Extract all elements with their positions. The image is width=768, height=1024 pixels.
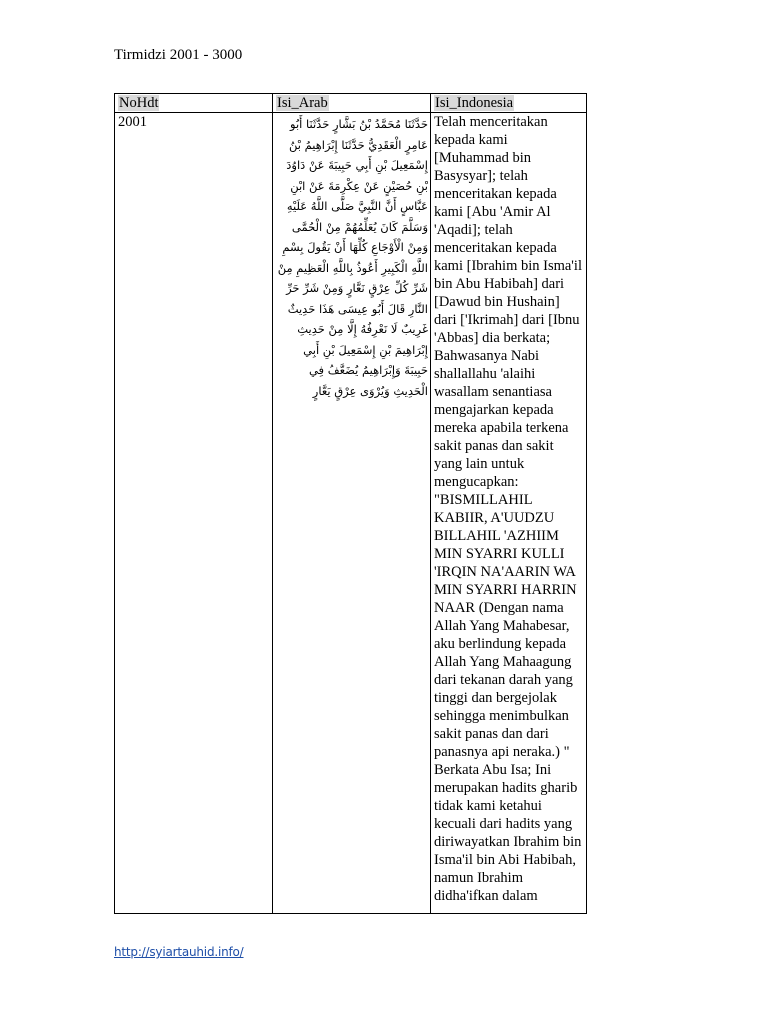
header-nohdt bbox=[115, 94, 273, 113]
arabic-text: حَدَّثَنَا مُحَمَّدُ بْنُ بَشَّارٍ حَدَّثَنَا أَبُو عَامِرٍ الْعَقَدِيُّ حَدَّثَنَا إِبْرَاهِيمُ بْنُ إِسْمَعِيلَ بْنِ أَبِي حَبِيبَةَ عَنْ دَاوُدَ بْنِ حُصَيْنٍ عَنْ عِكْرِمَةَ عَنْ ابْنِ عَبَّاسٍ أَنَّ النَّبِيَّ صَلَّى اللَّهُ عَلَيْهِ وَسَلَّمَ كَانَ يُعَلِّمُهُمْ مِنْ الْحُمَّى وَمِنْ الْأَوْجَاعِ كُلِّهَا أَنْ يَقُولَ بِسْمِ اللَّهِ الْكَبِيرِ أَعُوذُ بِاللَّهِ الْعَظِيمِ مِنْ شَرِّ كُلِّ عِرْقٍ نَعَّارٍ وَمِنْ شَرِّ حَرِّ النَّارِ قَالَ أَبُو عِيسَى هَذَا حَدِيثٌ غَرِيبٌ لَا نَعْرِفُهُ إِلَّا مِنْ حَدِيثِ إِبْرَاهِيمَ بْنِ إِسْمَعِيلَ بْنِ أَبِي حَبِيبَةَ وَإِبْرَاهِيمُ يُضَعَّفُ فِي الْحَدِيثِ وَيُرْوَى عِرْقٍ يَعَّارٍ bbox=[277, 117, 428, 398]
indonesian-text: Telah menceritakan kepada kami [Muhammad bin Basysyar]; telah menceritakan kepada kami [Abu 'Amir Al 'Aqadi]; telah menceritakan kepada kami [Ibrahim bin Isma'il bin Abu Habibah] dari [Dawud bin Hushain] dari ['Ikrimah] dari [Ibnu 'Abbas] dia berkata; Bahwasanya Nabi shallallahu 'alaihi wasallam senantiasa mengajarkan kepada mereka apabila terkena sakit panas dan sakit yang lain untuk mengucapkan: "BISMILLAHIL KABIIR, A'UUDZU BILLAHIL 'AZHIIM MIN SYARRI KULLI 'IRQIN NA'AARIN WA MIN SYARRI HARRIN NAAR (Dengan nama Allah Yang Mahabesar, aku berlindung kepada Allah Yang Mahaagung dari tekanan darah yang tinggi dan bergejolak sehingga menimbulkan sakit panas dan dari panasnya api neraka.) " Berkata Abu Isa; Ini merupakan hadits gharib tidak kami ketahui kecuali dari hadits yang diriwayatkan Ibrahim bin Isma'il bin Abi Habibah, namun Ibrahim didha'ifkan dalam bbox=[434, 114, 582, 904]
document-title: Tirmidzi 2001 - 3000 bbox=[114, 47, 243, 63]
cell-nohdt bbox=[115, 113, 273, 914]
table-header-row bbox=[115, 94, 587, 113]
cell-isi-indonesia bbox=[431, 113, 587, 914]
header-isi-indonesia bbox=[431, 94, 587, 113]
header-nohdt-label: NoHdt bbox=[119, 95, 159, 111]
cell-isi-arab bbox=[273, 113, 431, 914]
header-isi-arab-label: Isi_Arab bbox=[277, 95, 328, 111]
footer-website-link[interactable]: http://syiartauhid.info/ bbox=[114, 945, 244, 959]
header-isi-indonesia-label: Isi_Indonesia bbox=[435, 95, 514, 111]
header-isi-arab bbox=[273, 94, 431, 113]
table-row bbox=[115, 113, 587, 914]
hadith-table bbox=[114, 93, 587, 914]
hadith-number: 2001 bbox=[118, 114, 147, 130]
